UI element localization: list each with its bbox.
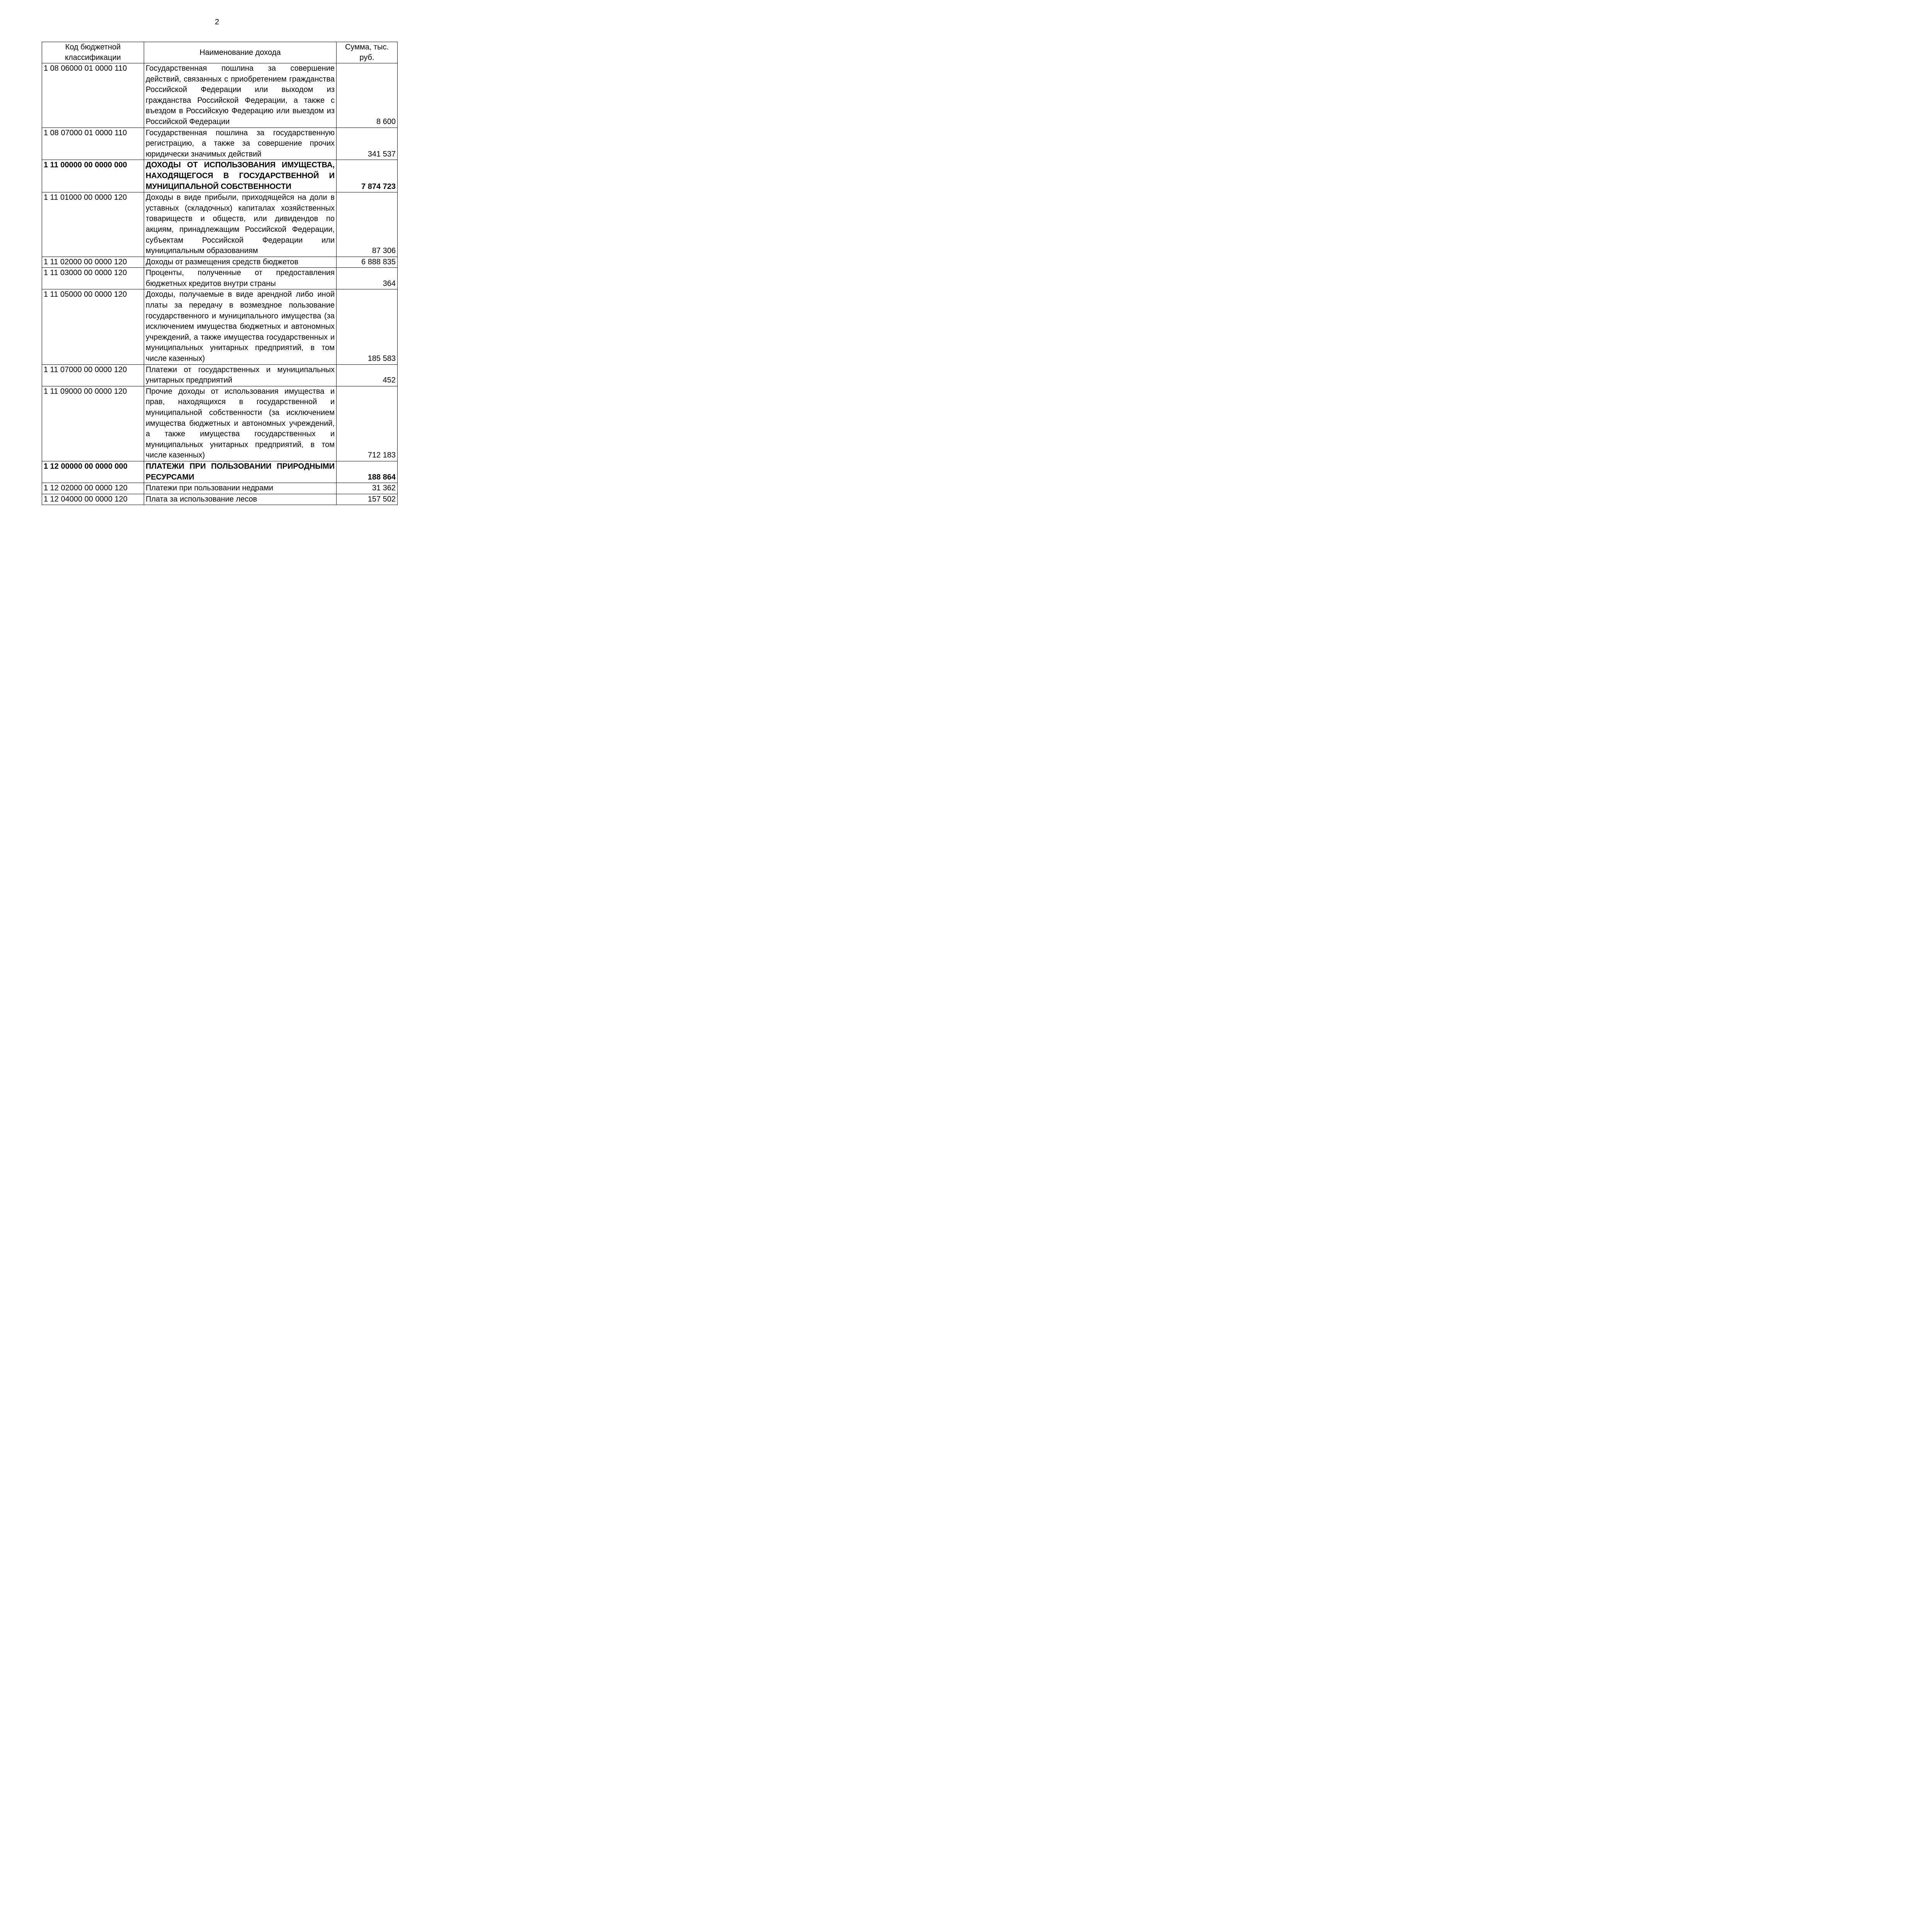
row-sum: 6 888 835 [337, 257, 398, 268]
row-name: Проценты, полученные от предоставления бюджетных кредитов внутри страны [144, 268, 337, 289]
row-name: Плата за использование лесов [144, 494, 337, 505]
row-code: 1 08 06000 01 0000 110 [42, 63, 144, 128]
row-name: ДОХОДЫ ОТ ИСПОЛЬЗОВАНИЯ ИМУЩЕСТВА, НАХОДЯЩЕГОСЯ В ГОСУДАРСТВЕННОЙ И МУНИЦИПАЛЬНОЙ СОБСТВЕННОСТИ [144, 160, 337, 192]
table-row [42, 461, 398, 483]
row-sum: 157 502 [337, 494, 398, 505]
table-row [42, 483, 398, 494]
row-sum: 188 864 [337, 461, 398, 483]
table-row [42, 257, 398, 268]
table-row [42, 192, 398, 257]
row-name: Государственная пошлина за государственную регистрацию, а также за совершение прочих юридически значимых действий [144, 128, 337, 160]
table-row [42, 63, 398, 128]
row-code: 1 11 01000 00 0000 120 [42, 192, 144, 257]
header-sum: Сумма, тыс. руб. [337, 42, 398, 63]
table-row [42, 268, 398, 289]
row-sum: 87 306 [337, 192, 398, 257]
row-code: 1 11 05000 00 0000 120 [42, 289, 144, 364]
row-name: Прочие доходы от использования имущества и прав, находящихся в государственной и муниципальной собственности (за исключением имущества бюджетных и автономных учреждений, а также имущества государственных и муниципальных унитарных предприятий, в том числе казенных) [144, 386, 337, 461]
row-code: 1 11 07000 00 0000 120 [42, 364, 144, 386]
row-code: 1 12 04000 00 0000 120 [42, 494, 144, 505]
row-sum: 341 537 [337, 128, 398, 160]
row-code: 1 12 02000 00 0000 120 [42, 483, 144, 494]
row-code: 1 08 07000 01 0000 110 [42, 128, 144, 160]
table-row [42, 128, 398, 160]
row-sum: 185 583 [337, 289, 398, 364]
page-number: 2 [214, 18, 219, 26]
table-row [42, 289, 398, 364]
revenue-table [42, 42, 398, 505]
row-name: Платежи при пользовании недрами [144, 483, 337, 494]
row-sum: 364 [337, 268, 398, 289]
table-row [42, 386, 398, 461]
row-code: 1 12 00000 00 0000 000 [42, 461, 144, 483]
table-row [42, 364, 398, 386]
row-name: Платежи от государственных и муниципальных унитарных предприятий [144, 364, 337, 386]
row-code: 1 11 03000 00 0000 120 [42, 268, 144, 289]
row-name: ПЛАТЕЖИ ПРИ ПОЛЬЗОВАНИИ ПРИРОДНЫМИ РЕСУРСАМИ [144, 461, 337, 483]
header-row [42, 42, 398, 63]
row-name: Доходы от размещения средств бюджетов [144, 257, 337, 268]
row-sum: 712 183 [337, 386, 398, 461]
row-code: 1 11 09000 00 0000 120 [42, 386, 144, 461]
row-sum: 7 874 723 [337, 160, 398, 192]
row-name: Государственная пошлина за совершение действий, связанных с приобретением гражданства Российской Федерации или выходом из гражданства Российской Федерации, а также с въездом в Российскую Федерацию или выездом из Российской Федерации [144, 63, 337, 128]
row-code: 1 11 00000 00 0000 000 [42, 160, 144, 192]
table-header [42, 42, 398, 63]
row-name: Доходы, получаемые в виде арендной либо иной платы за передачу в возмездное пользование государственного и муниципального имущества (за исключением имущества бюджетных и автономных учреждений, а также имущества государственных и муниципальных унитарных предприятий, в том числе казенных) [144, 289, 337, 364]
table-row [42, 160, 398, 192]
row-sum: 452 [337, 364, 398, 386]
row-sum: 31 362 [337, 483, 398, 494]
row-sum: 8 600 [337, 63, 398, 128]
header-code: Код бюджетной классификации [42, 42, 144, 63]
table-body [42, 63, 398, 505]
table-row [42, 494, 398, 505]
row-code: 1 11 02000 00 0000 120 [42, 257, 144, 268]
row-name: Доходы в виде прибыли, приходящейся на доли в уставных (складочных) капиталах хозяйственных товариществ и обществ, или дивидендов по акциям, принадлежащим Российской Федерации, субъектам Российской Федерации или муниципальным образованиям [144, 192, 337, 257]
header-name: Наименование дохода [144, 42, 337, 63]
